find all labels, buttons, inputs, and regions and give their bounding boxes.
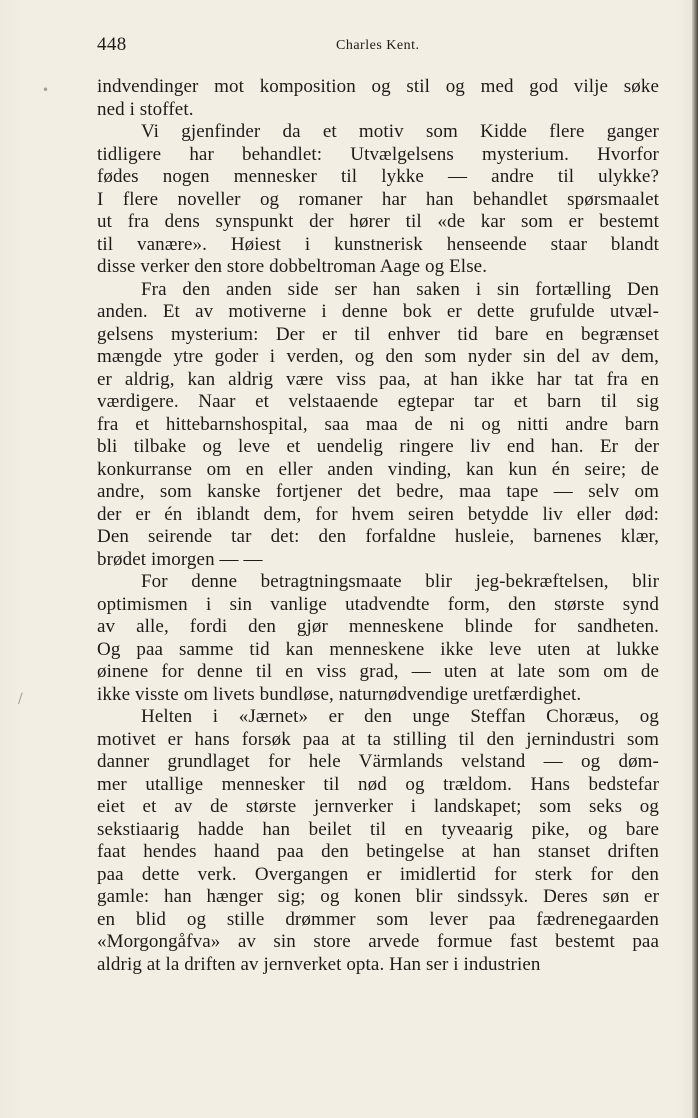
text-line: Og paa samme tid kan menneskene ikke leve uten at lukke [97,638,659,660]
running-title: Charles Kent. [336,38,420,53]
text-line: sekstiaarig hadde han beilet til en tyveaarig pike, og bare [97,818,659,840]
text-line: tidligere har behandlet: Utvælgelsens mysterium. Hvorfor [97,143,659,165]
text-line: Helten i «Jærnet» er den unge Steffan Choræus, og [141,706,659,727]
text-line: faat hendes haand paa den betingelse at han stanset driften [97,841,659,862]
text-line: «Morgongåfva» av sin store arvede formue fast bestemt paa [97,931,659,952]
text-line: danner grundlaget for hele Värmlands velstand — og døm- [97,751,659,772]
text-line: konkurranse om en eller anden vinding, kan kun én seire; de [97,458,659,480]
margin-slash-mark: / [18,691,23,707]
text-line: ned i stoffet. [97,98,194,120]
text-line: av alle, fordi den gjør menneskene blinde for sandheten. [97,616,659,637]
text-line: I flere noveller og romaner har han behandlet spørsmaalet [97,188,659,210]
main-text-block [97,76,659,976]
text-line: ikke visste om livets bundløse, naturnødvendige uretfærdighet. [97,683,582,705]
text-line: til vanære». Høiest i kunstnerisk henseende staar blandt [97,233,659,255]
text-line: optimismen i sin vanlige utadvendte form, den største synd [97,593,659,615]
text-line: brødet imorgen — — [97,548,263,570]
text-line: gamle: han hænger sig; og konen blir sindssyk. Deres søn er [97,886,659,907]
text-line: værdigere. Naar et velstaaende egtepar tar et barn til sig [97,391,659,412]
text-line: eiet et av de største jernverker i landskapet; som seks og [97,796,659,817]
text-line: For denne betragtningsmaate blir jeg-bekræftelsen, blir [141,571,659,592]
page-header [97,34,659,60]
text-line: øinene for denne til en viss grad, — uten at late som om de [97,661,659,682]
text-line: paa dette verk. Overgangen er imidlertid for sterk for den [97,863,659,885]
text-line: gelsens mysterium: Der er til enhver tid bare en begrænset [97,323,659,345]
text-line: Vi gjenfinder da et motiv som Kidde flere ganger [141,121,659,142]
text-line: der er én iblandt dem, for hvem seiren betydde liv eller død: [97,503,659,525]
text-line: Den seirende tar det: den forfaldne husleie, barnenes klær, [97,526,659,547]
margin-dot-mark: • [42,83,50,97]
text-line: ut fra dens synspunkt der hører til «de kar som er bestemt [97,211,659,232]
text-line: en blid og stille drømmer som lever paa fædrenegaarden [97,908,659,930]
text-line: aldrig at la driften av jernverket opta. Han ser i industrien [97,953,541,975]
page-number: 448 [97,34,127,55]
text-line: mer utallige mennesker til nød og trældom. Hans bedstefar [97,773,659,795]
text-line: indvendinger mot komposition og stil og med god vilje søke [97,76,659,97]
text-line: bli tilbake og leve et uendelig ringere liv end han. Er der [97,436,659,457]
text-line: er aldrig, kan aldrig være viss paa, at han ikke har tat fra en [97,368,659,390]
text-line: fødes nogen mennesker til lykke — andre til ulykke? [97,166,659,187]
text-line: mængde ytre goder i verden, og den som nyder sin del av dem, [97,346,659,367]
text-line: anden. Et av motiverne i denne bok er dette grufulde utvæl- [97,301,659,322]
text-line: andre, som kanske fortjener det bedre, maa tape — selv om [97,481,659,502]
text-line: disse verker den store dobbeltroman Aage og Else. [97,256,488,277]
page-edge-shadow [692,0,698,1118]
text-line: motivet er hans forsøk paa at ta stilling til den jernindustri som [97,728,659,750]
text-line: fra et hittebarnshospital, saa maa de ni og nitti andre barn [97,413,659,435]
text-line: Fra den anden side ser han saken i sin fortælling Den [141,278,659,300]
